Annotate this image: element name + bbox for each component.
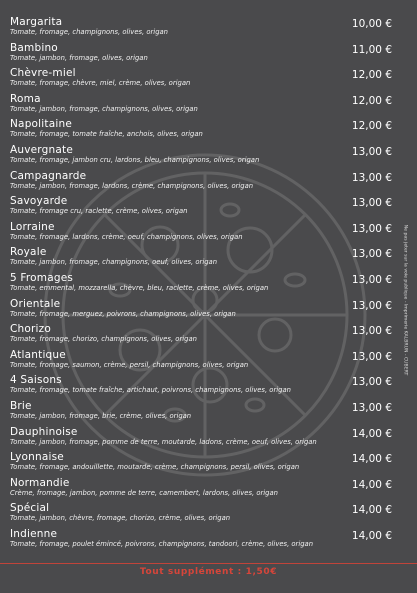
pizza-ingredients: Tomate, jambon, fromage, champignons, oeuf, olives, origan [10,258,218,267]
menu-item [10,221,390,247]
pizza-name: 4 Saisons [10,374,62,387]
pizza-price: 14,00 € [351,529,392,542]
pizza-price: 13,00 € [351,222,392,235]
pizza-price: 13,00 € [351,171,392,184]
pizza-price: 14,00 € [351,427,392,440]
pizza-ingredients: Tomate, jambon, fromage, olives, origan [10,53,148,62]
menu-item [10,195,390,221]
pizza-price: 10,00 € [351,18,392,30]
pizza-price: 12,00 € [351,120,392,133]
pizza-ingredients: Tomate, jambon, fromage, brie, crème, olives, origan [10,411,192,420]
pizza-price: 13,00 € [351,350,392,363]
pizza-ingredients: Tomate, fromage cru, raclette, crème, olives, origan [10,207,188,216]
pizza-name: Normandie [10,476,70,489]
menu-item [10,374,390,400]
legal-side-note [400,180,410,420]
pizza-name: Lorraine [10,220,55,233]
menu-item [10,170,390,196]
menu-item [10,477,390,503]
pizza-name: Margarita [10,16,63,28]
pizza-price: 13,00 € [351,376,392,389]
menu-item [10,298,390,324]
pizza-ingredients: Tomate, fromage, merguez, poivrons, champignons, olives, origan [10,309,236,318]
menu-item [10,246,390,272]
pizza-ingredients: Tomate, jambon, fromage, champignons, olives, origan [10,104,198,113]
pizza-price: 12,00 € [351,69,392,82]
pizza-price: 14,00 € [351,453,392,466]
pizza-name: Orientale [10,297,61,310]
menu-item [10,272,390,298]
pizza-name: Dauphinoise [10,425,78,438]
pizza-ingredients: Tomate, emmental, mozzarella, chèvre, bleu, raclette, crème, olives, origan [10,283,269,292]
pizza-name: Spécial [10,502,50,515]
pizza-name: 5 Fromages [10,271,74,284]
pizza-ingredients: Crème, fromage, jambon, pomme de terre, camembert, lardons, olives, origan [10,488,278,497]
pizza-ingredients: Tomate, fromage, andouillette, moutarde, crème, champignons, persil, olives, origan [10,463,300,472]
pizza-price: 14,00 € [351,478,392,491]
pizza-price: 13,00 € [351,145,392,158]
pizza-ingredients: Tomate, fromage, poulet émincé, poivrons, champignons, tandoori, crème, olives, origan [10,539,314,548]
pizza-menu-list [10,16,390,553]
supplement-note: Tout supplément : 1,50€ [139,567,278,577]
pizza-ingredients: Tomate, fromage, chèvre, miel, crème, olives, origan [10,79,191,88]
pizza-name: Indienne [10,527,58,540]
pizza-ingredients: Tomate, fromage, saumon, crème, persil, champignons, olives, origan [10,360,249,369]
legal-side-note-text: Ne pas jeter sur la voie publique - Imprimerie KALBRUN - CUBERT [402,224,408,376]
pizza-name: Chorizo [10,323,51,336]
menu-item [10,118,390,144]
pizza-ingredients: Tomate, jambon, fromage, lardons, crème, champignons, olives, origan [10,181,254,190]
menu-item [10,426,390,452]
menu-item [10,528,390,554]
pizza-name: Roma [10,92,41,105]
pizza-ingredients: Tomate, fromage, jambon cru, lardons, bleu, champignons, olives, origan [10,155,260,164]
pizza-price: 12,00 € [351,94,392,107]
menu-item [10,451,390,477]
pizza-name: Lyonnaise [10,451,64,464]
menu-item [10,93,390,119]
footer-divider [0,563,417,564]
pizza-name: Brie [10,399,32,412]
pizza-ingredients: Tomate, fromage, lardons, crème, oeuf, champignons, olives, origan [10,232,243,241]
menu-item [10,16,390,42]
menu-item [10,502,390,528]
pizza-ingredients: Tomate, jambon, chèvre, fromage, chorizo, crème, olives, origan [10,514,231,523]
menu-item [10,42,390,68]
menu-item [10,400,390,426]
pizza-price: 13,00 € [351,299,392,312]
pizza-name: Chèvre-miel [10,67,76,80]
pizza-name: Auvergnate [10,143,73,156]
menu-item [10,323,390,349]
pizza-name: Savoyarde [10,195,68,208]
menu-item [10,144,390,170]
pizza-ingredients: Tomate, fromage, tomate fraîche, anchois, olives, origan [10,130,203,139]
pizza-ingredients: Tomate, fromage, chorizo, champignons, olives, origan [10,335,197,344]
pizza-name: Atlantique [10,348,66,361]
pizza-ingredients: Tomate, fromage, tomate fraîche, artichaut, poivrons, champignons, olives, origan [10,386,291,395]
pizza-name: Campagnarde [10,169,87,182]
pizza-price: 13,00 € [351,401,392,414]
menu-item [10,349,390,375]
pizza-price: 11,00 € [351,43,392,56]
pizza-price: 13,00 € [351,248,392,261]
pizza-name: Royale [10,246,47,259]
pizza-name: Napolitaine [10,118,72,131]
pizza-price: 13,00 € [351,273,392,286]
menu-item [10,67,390,93]
pizza-ingredients: Tomate, fromage, champignons, olives, origan [10,28,168,36]
pizza-price: 13,00 € [351,197,392,210]
pizza-ingredients: Tomate, jambon, fromage, pomme de terre, moutarde, ladons, crème, oeuf, olives, origan [10,437,317,446]
pizza-price: 13,00 € [351,325,392,338]
pizza-name: Bambino [10,41,58,54]
pizza-price: 14,00 € [351,504,392,517]
